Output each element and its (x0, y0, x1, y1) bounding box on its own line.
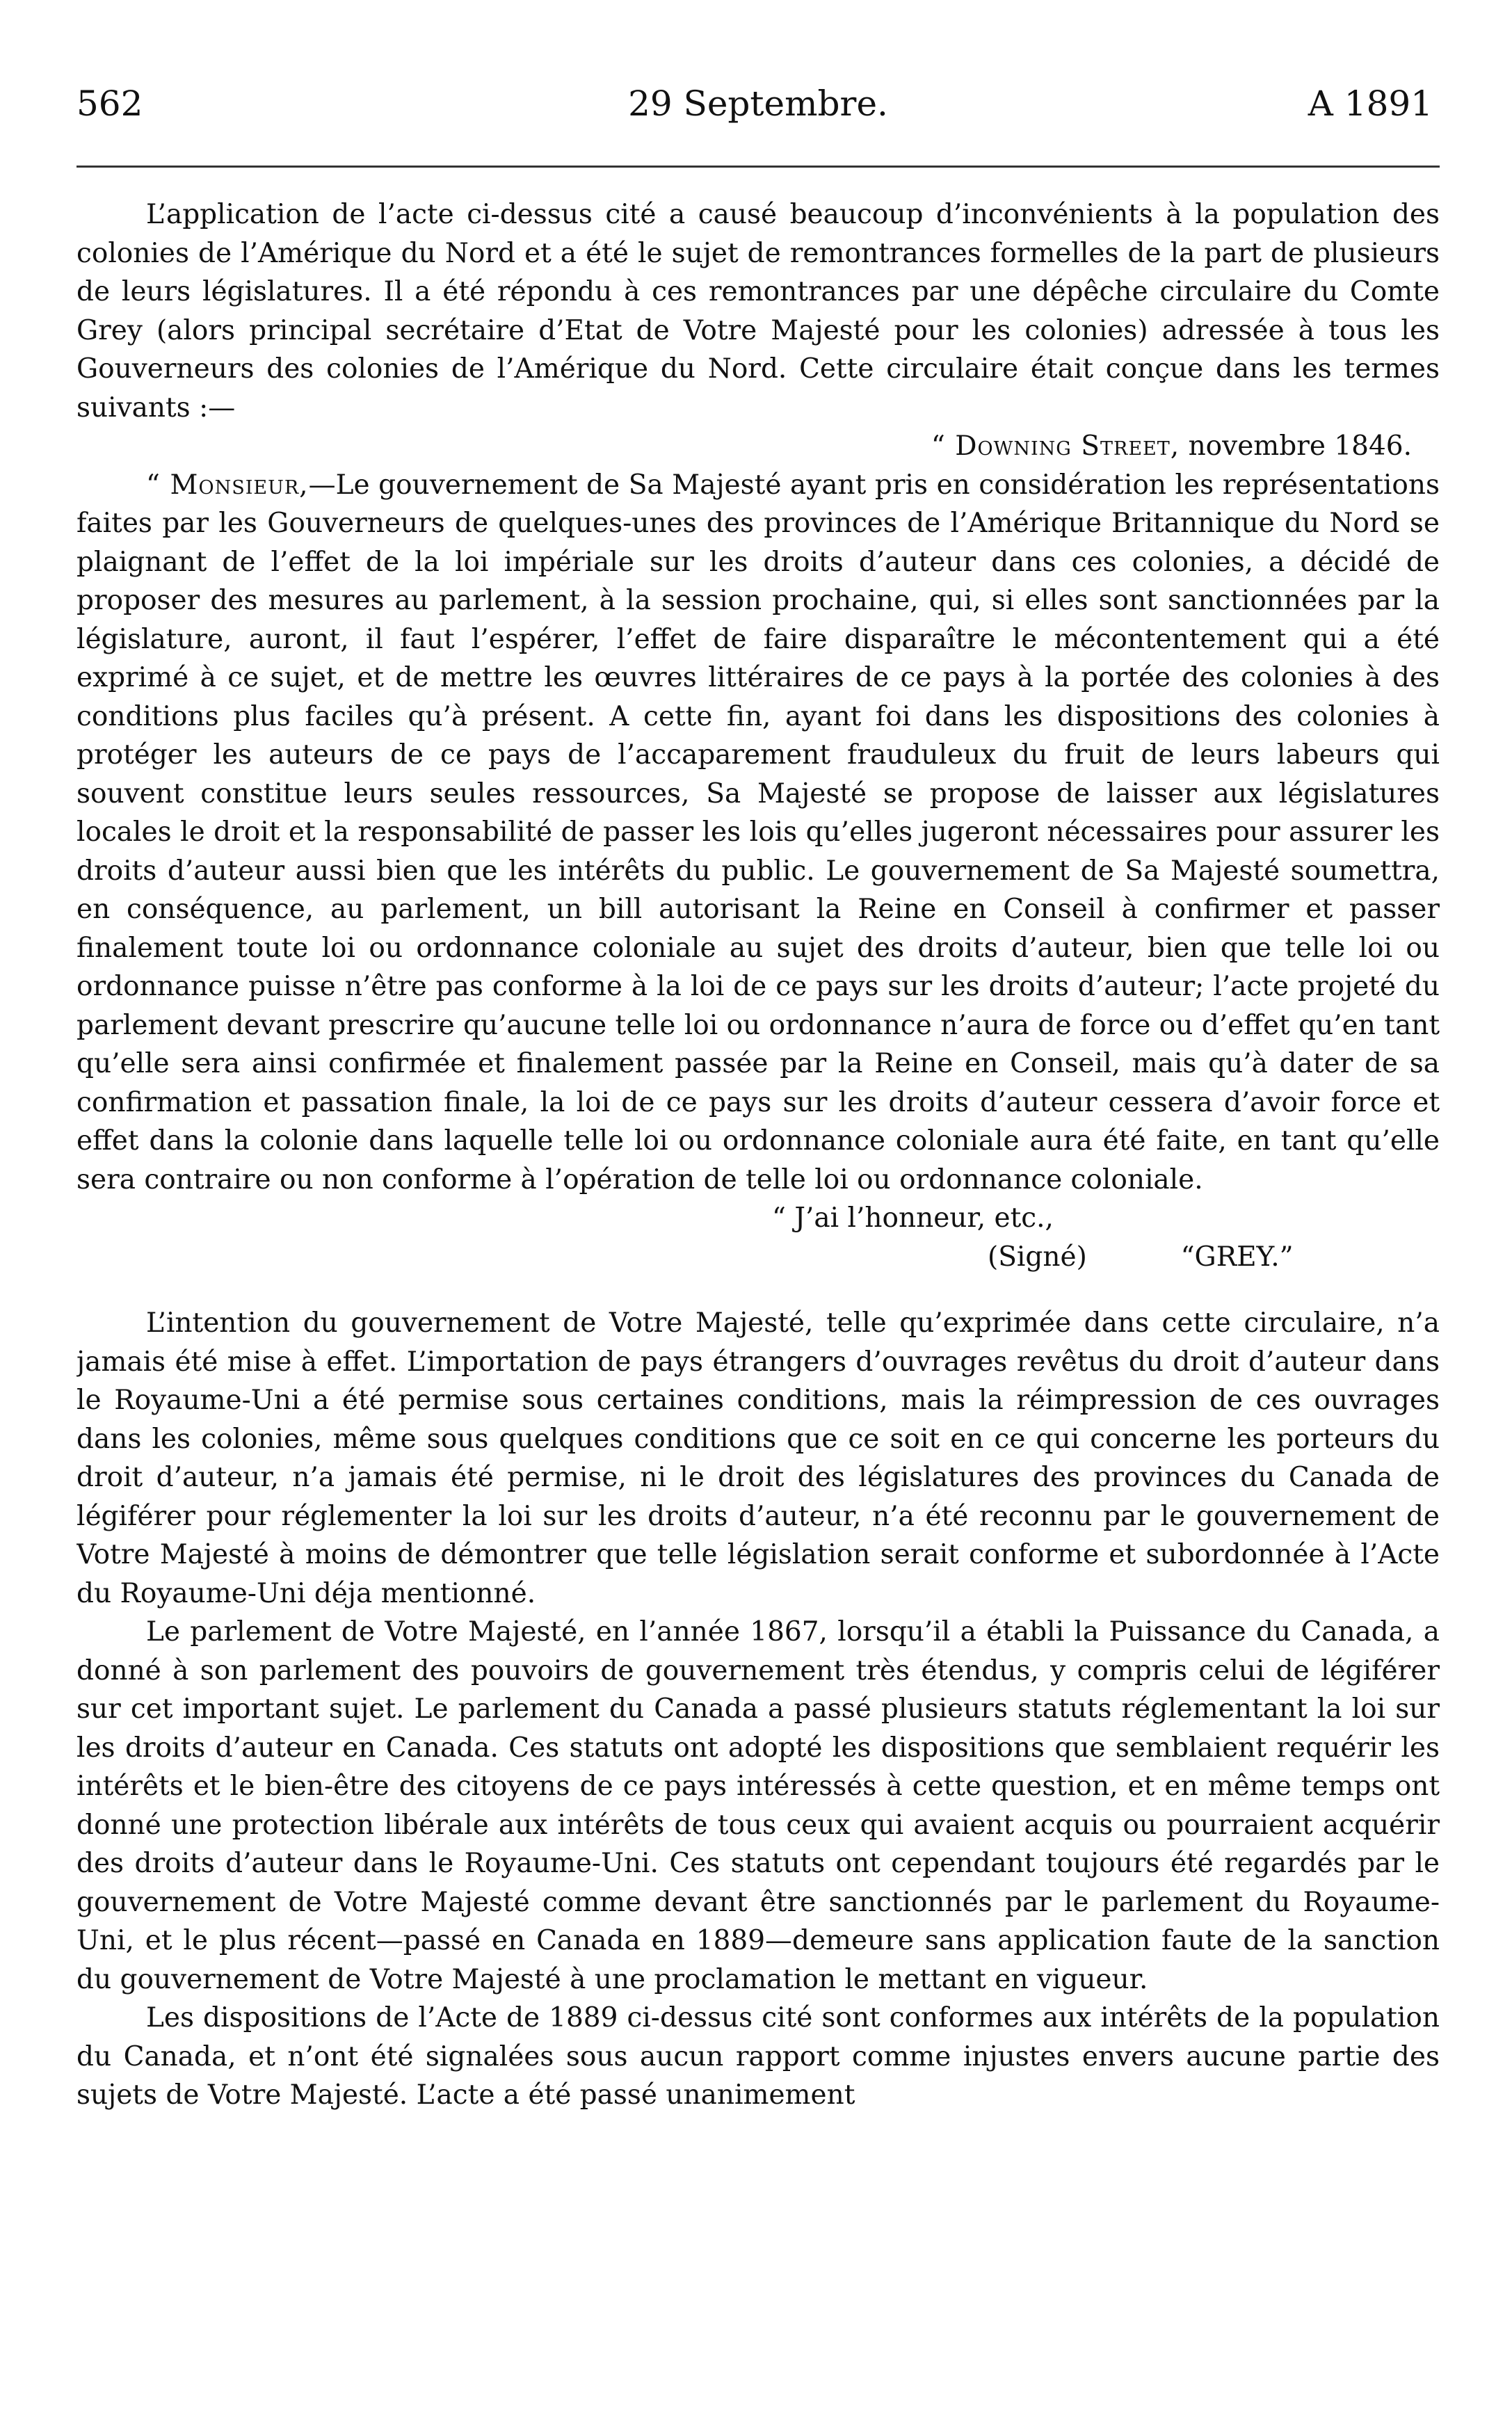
header-year: A 1891 (1308, 83, 1433, 124)
paragraph-intro: L’application de l’acte ci-dessus cité a causé beaucoup d’inconvénients à la population des colonies de l’Amérique du Nord et a été le sujet de remontrances formelles de la part de plusieurs de leurs législatures. Il a été répondu à ces remontrances par une dépêche circulaire du Comte Grey (alors principal secrétaire d’Etat de Votre Majesté pour les colonies) adressée à tous les Gouverneurs des colonies de l’Amérique du Nord. Cette circulaire était conçue dans les termes suivants :— (77, 199, 1440, 424)
letter-text: —Le gouvernement de Sa Majesté ayant pris en considération les représentations faites par les Gouverneurs de quelques-unes des provinces de l’Amérique Britannique du Nord se plaignant de l’effet de la loi impériale sur les droits d’auteur dans ces colonies, a décidé de proposer des mesures au parlement, à la session prochaine, qui, si elles sont sanctionnées par la législature, auront, il faut l’espérer, l’effet de faire disparaître le mécontentement qui a été exprimé à ce sujet, et de mettre les œuvres littéraires de ce pays à la portée des colonies à des conditions plus faciles qu’à présent. A cette fin, ayant foi dans les dispositions des colonies à protéger les auteurs de ce pays de l’accaparement frauduleux du fruit de leurs labeurs qui souvent constitue leurs seules ressources, Sa Majesté se propose de laisser aux législatures locales le droit et la responsabilité de passer les lois qu’elles jugeront nécessaires pour assurer les droits d’auteur aussi bien que les intérêts du public. Le gouvernement de Sa Majesté soumettra, en conséquence, au parlement, un bill autorisant la Reine en Conseil à confirmer et passer finalement toute loi ou ordonnance coloniale au sujet des droits d’auteur, bien que telle loi ou ordonnance puisse n’être pas conforme à la loi de ce pays sur les droits d’auteur; l’acte projeté du parlement devant prescrire qu’aucune telle loi ou ordonnance n’aura de force ou d’effet qu’en tant qu’elle sera ainsi confirmée et finalement passée par la Reine en Conseil, mais qu’à dater de sa confirmation et passation finale, la loi de ce pays sur les droits d’auteur cessera d’avoir force et effet dans la colonie dans laquelle telle loi ou ordonnance coloniale aura été faite, en tant qu’elle sera contraire ou non conforme à l’opération de telle loi ou ordonnance coloniale. (77, 469, 1440, 1195)
signature-row (77, 1238, 1440, 1277)
header-date: 29 Septembre. (628, 83, 888, 124)
paragraph-parliament: Le parlement de Votre Majesté, en l’année 1867, lorsqu’il a établi la Puissance du Canada, a donné à son parlement des pouvoirs de gouvernement très étendus, y compris celui de légiférer sur cet important sujet. Le parlement du Canada a passé plusieurs statuts réglementant la loi sur les droits d’auteur en Canada. Ces statuts ont adopté les dispositions que semblaient requérir les intérêts et le bien-être des citoyens de ce pays intéressés à cette question, et en même temps ont donné une protection libérale aux intérêts de tous ceux qui avaient acquis ou pourraient acquérir des droits d’auteur dans le Royaume-Uni. Ces statuts ont cependant toujours été regardés par le gouvernement de Votre Majesté comme devant être sanctionnés par le parlement du Royaume-Uni, et le plus récent—passé en Canada en 1889—demeure sans application faute de la sanction du gouvernement de Votre Majesté à une proclamation le mettant en vigueur. (77, 1616, 1440, 1995)
page-number: 562 (77, 83, 143, 124)
signer-name: “GREY.” (1180, 1241, 1294, 1273)
section-gap (77, 1276, 1440, 1304)
dateline-date: novembre 1846. (1188, 430, 1412, 462)
page-header (77, 83, 1440, 153)
paragraph-intention: L’intention du gouvernement de Votre Majesté, telle qu’exprimée dans cette circulaire, n’a jamais été mise à effet. L’importation de pays étrangers d’ouvrages revêtus du droit d’auteur dans le Royaume-Uni a été permise sous certaines conditions, mais la réimpression de ces ouvrages dans les colonies, même sous quelques conditions que ce soit en ce qui concerne les porteurs du droit d’auteur, n’a jamais été permise, ni le droit des législatures des provinces du Canada de légiférer pour réglementer la loi sur les droits d’auteur, n’a été reconnu par le gouvernement de Votre Majesté à moins de démontrer que telle législation serait conforme et subordonnée à l’Acte du Royaume-Uni déja mentionné. (77, 1307, 1440, 1609)
letter-salutation: “ Monsieur, (146, 469, 309, 501)
letter-body (77, 466, 1440, 1200)
letter-closing: “ J’ai l’honneur, etc., (772, 1202, 1054, 1234)
header-rule (77, 166, 1440, 168)
document-page (77, 83, 1440, 2406)
paragraph-act-1889: Les dispositions de l’Acte de 1889 ci-dessus cité sont conformes aux intérêts de la population du Canada, et n’ont été signalées sous aucun rapport comme injustes envers aucune partie des sujets de Votre Majesté. L’acte a été passé unanimement (77, 2002, 1440, 2111)
signed-label: (Signé) (988, 1241, 1087, 1273)
dateline-street: “ Downing Street, (931, 430, 1180, 462)
letter-dateline (77, 427, 1440, 466)
